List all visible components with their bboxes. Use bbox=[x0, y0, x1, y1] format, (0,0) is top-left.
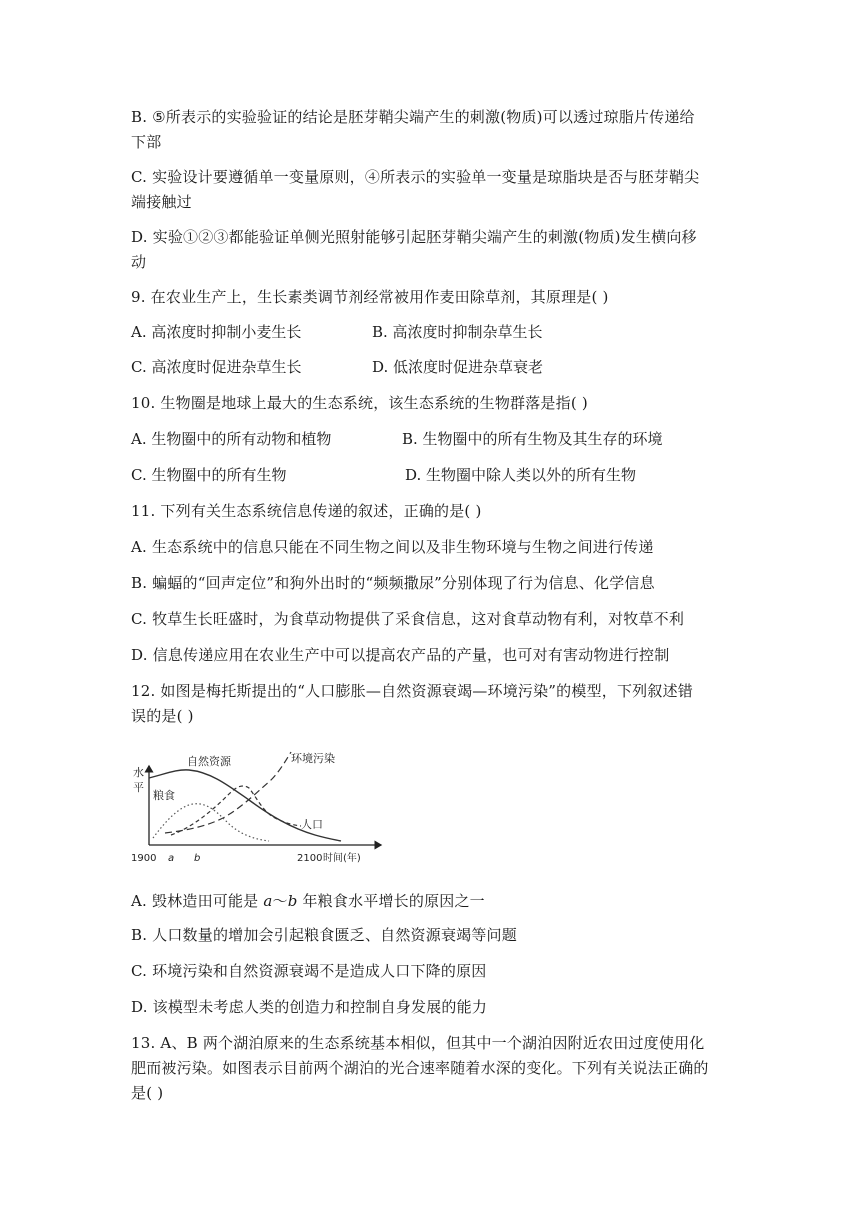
y-axis-label: 水 bbox=[133, 766, 144, 779]
q10-option-c: C. 生物圈中的所有生物 bbox=[131, 466, 287, 484]
legend-natural-resources: 自然资源 bbox=[187, 755, 231, 768]
q12-option-a-var-b: b bbox=[287, 892, 298, 910]
q9-option-b: B. 高浓度时抑制杂草生长 bbox=[372, 323, 543, 341]
q8-option-d-line2: 动 bbox=[131, 253, 147, 271]
x-tick-a: a bbox=[168, 853, 175, 864]
q11-option-a: A. 生态系统中的信息只能在不同生物之间以及非生物环境与生物之间进行传递 bbox=[131, 538, 654, 556]
question-12-line2: 误的是( ) bbox=[131, 707, 194, 725]
x-axis-label: 时间(年) bbox=[323, 853, 361, 864]
question-12-line1: 12. 如图是梅托斯提出的“人口膨胀—自然资源衰竭—环境污染”的模型，下列叙述错 bbox=[131, 682, 693, 700]
q12-option-a bbox=[131, 890, 485, 912]
y-axis-label-2: 平 bbox=[133, 781, 144, 794]
q11-option-d: D. 信息传递应用在农业生产中可以提高农产品的产量，也可对有害动物进行控制 bbox=[131, 646, 670, 664]
q12-option-a-tilde: ～ bbox=[272, 892, 288, 910]
question-9: 9. 在农业生产上，生长素类调节剂经常被用作麦田除草剂，其原理是( ) bbox=[131, 288, 609, 306]
series-population-line bbox=[171, 786, 301, 835]
question-10: 10. 生物圈是地球上最大的生态系统，该生态系统的生物群落是指( ) bbox=[131, 394, 588, 412]
q10-option-a: A. 生物圈中的所有动物和植物 bbox=[131, 430, 332, 448]
legend-pollution: 环境污染 bbox=[291, 752, 335, 765]
question-13-line2: 肥而被污染。如图表示目前两个湖泊的光合速率随着水深的变化。下列有关说法正确的 bbox=[131, 1059, 709, 1077]
x-tick-b: b bbox=[194, 853, 201, 864]
q11-option-b: B. 蝙蝠的“回声定位”和狗外出时的“频频撒尿”分别体现了行为信息、化学信息 bbox=[131, 574, 655, 592]
question-13-line3: 是( ) bbox=[131, 1084, 164, 1102]
q8-option-b-line2: 下部 bbox=[131, 133, 162, 151]
q10-option-b: B. 生物圈中的所有生物及其生存的环境 bbox=[402, 430, 663, 448]
question-13-line1: 13. A、B 两个湖泊原来的生态系统基本相似，但其中一个湖泊因附近农田过度使用化 bbox=[131, 1034, 705, 1052]
q12-option-d: D. 该模型未考虑人类的创造力和控制自身发展的能力 bbox=[131, 998, 488, 1016]
legend-population: 人口 bbox=[301, 818, 323, 831]
population-model-chart bbox=[131, 742, 393, 866]
q12-option-a-post: 年粮食水平增长的原因之一 bbox=[297, 892, 485, 910]
q8-option-c-line2: 端接触过 bbox=[131, 193, 192, 211]
q12-option-b: B. 人口数量的增加会引起粮食匮乏、自然资源衰竭等问题 bbox=[131, 926, 517, 944]
q10-option-d: D. 生物圈中除人类以外的所有生物 bbox=[405, 466, 637, 484]
q9-option-d: D. 低浓度时促进杂草衰老 bbox=[372, 358, 544, 376]
q8-option-b-line1: B. ⑤所表示的实验验证的结论是胚芽鞘尖端产生的刺激(物质)可以透过琼脂片传递给 bbox=[131, 108, 695, 126]
q8-option-c-line1: C. 实验设计要遵循单一变量原则，④所表示的实验单一变量是琼脂块是否与胚芽鞘尖 bbox=[131, 168, 700, 186]
q9-option-a: A. 高浓度时抑制小麦生长 bbox=[131, 323, 302, 341]
population-model-figure bbox=[131, 742, 393, 866]
x-tick-2100: 2100 bbox=[297, 853, 323, 864]
question-11: 11. 下列有关生态系统信息传递的叙述，正确的是( ) bbox=[131, 502, 482, 520]
q9-option-c: C. 高浓度时促进杂草生长 bbox=[131, 358, 302, 376]
q8-option-d-line1: D. 实验①②③都能验证单侧光照射能够引起胚芽鞘尖端产生的刺激(物质)发生横向移 bbox=[131, 228, 697, 246]
x-tick-1900: 1900 bbox=[131, 853, 157, 864]
legend-grain: 粮食 bbox=[153, 789, 175, 802]
q12-option-c: C. 环境污染和自然资源衰竭不是造成人口下降的原因 bbox=[131, 962, 487, 980]
q12-option-a-var-a: a bbox=[263, 892, 273, 910]
q12-option-a-pre: A. 毁林造田可能是 bbox=[131, 892, 264, 910]
q11-option-c: C. 牧草生长旺盛时，为食草动物提供了采食信息，这对食草动物有利，对牧草不利 bbox=[131, 610, 685, 628]
series-grain-line bbox=[153, 804, 269, 841]
